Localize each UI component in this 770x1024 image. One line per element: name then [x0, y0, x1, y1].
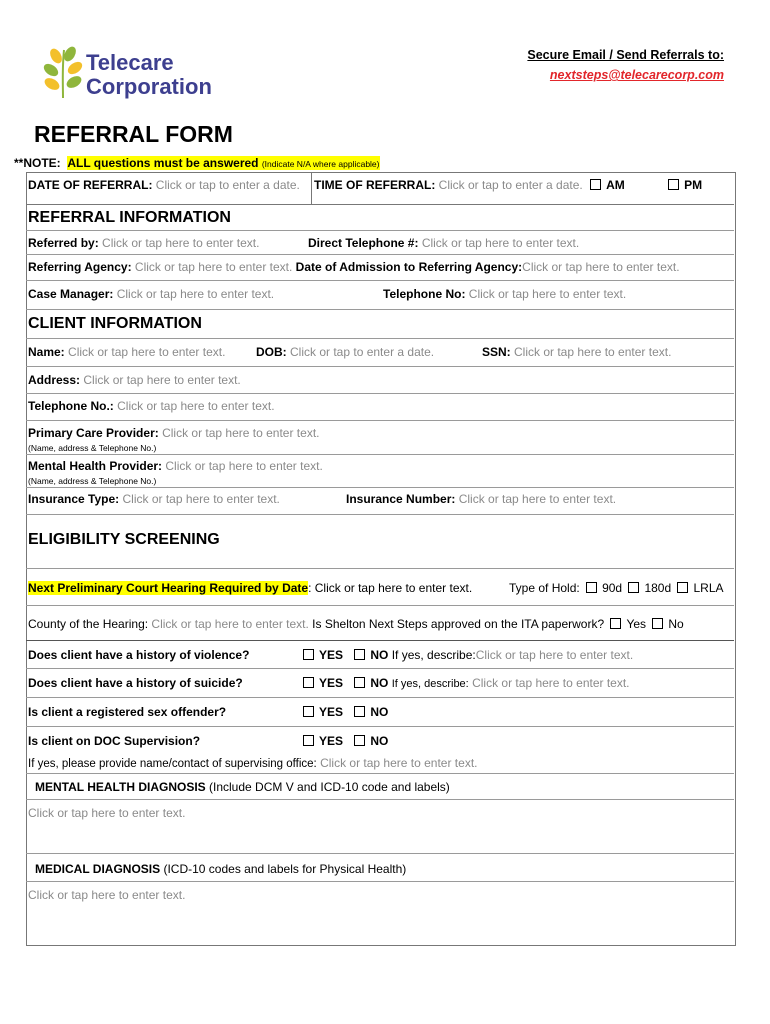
referring-agency-field[interactable]: Click or tap here to enter text.: [134, 260, 293, 274]
violence-question: Does client have a history of violence?: [28, 648, 250, 662]
county-field[interactable]: Click or tap here to enter text.: [151, 617, 309, 631]
referred-by-label: Referred by:: [28, 236, 99, 250]
mh-diagnosis-field[interactable]: Click or tap here to enter text.: [28, 806, 186, 820]
secure-email-heading: Secure Email / Send Referrals to:: [527, 48, 724, 62]
pcp-note: (Name, address & Telephone No.): [28, 443, 157, 453]
violence-no-checkbox[interactable]: [354, 649, 365, 660]
hold-180d-checkbox[interactable]: [628, 582, 639, 593]
referral-info-heading: REFERRAL INFORMATION: [28, 209, 231, 226]
pm-checkbox[interactable]: [668, 179, 679, 190]
mh-diagnosis-label: MENTAL HEALTH DIAGNOSIS: [35, 780, 206, 794]
violence-yes-checkbox[interactable]: [303, 649, 314, 660]
eligibility-heading: ELIGIBILITY SCREENING: [28, 531, 220, 548]
referring-agency-label: Referring Agency:: [28, 260, 132, 274]
logo-line-2: Corporation: [86, 74, 212, 99]
date-of-admission-label: Date of Admission to Referring Agency:: [295, 260, 523, 274]
court-hearing-label: Next Preliminary Court Hearing Required by Date: [28, 581, 309, 595]
client-telephone-label: Telephone No.:: [28, 399, 114, 413]
direct-telephone-field[interactable]: Click or tap here to enter text.: [421, 236, 580, 250]
date-time-row: [26, 172, 734, 205]
time-of-referral-field[interactable]: Click or tap to enter a date.: [438, 178, 583, 192]
mhp-field[interactable]: Click or tap here to enter text.: [165, 459, 323, 473]
shelton-yes-checkbox[interactable]: [610, 618, 621, 629]
date-of-admission-field[interactable]: Click or tap here to enter text.: [522, 260, 680, 274]
suicide-yes-checkbox[interactable]: [303, 677, 314, 688]
telephone-no-field[interactable]: Click or tap here to enter text.: [468, 287, 627, 301]
case-manager-field[interactable]: Click or tap here to enter text.: [116, 287, 275, 301]
direct-telephone-label: Direct Telephone #:: [308, 236, 419, 250]
note-line: [14, 156, 380, 170]
date-of-referral-field[interactable]: Click or tap to enter a date.: [155, 178, 300, 192]
mh-diagnosis-sub: (Include DCM V and ICD-10 code and labels): [209, 780, 450, 794]
medical-diagnosis-field[interactable]: Click or tap here to enter text.: [28, 888, 186, 902]
date-of-referral-label: DATE OF REFERRAL:: [28, 178, 153, 192]
sex-offender-question: Is client a registered sex offender?: [28, 705, 227, 719]
case-manager-label: Case Manager:: [28, 287, 114, 301]
pcp-label: Primary Care Provider:: [28, 426, 159, 440]
suicide-describe-field[interactable]: Click or tap here to enter text.: [472, 676, 630, 690]
medical-diagnosis-label: MEDICAL DIAGNOSIS: [35, 862, 161, 876]
mhp-label: Mental Health Provider:: [28, 459, 163, 473]
time-of-referral-label: TIME OF REFERRAL:: [314, 178, 436, 192]
supervising-label: If yes, please provide name/contact of supervising office:: [28, 758, 317, 770]
leaf-logo-icon: [42, 44, 84, 100]
address-field[interactable]: Click or tap here to enter text.: [83, 373, 241, 387]
doc-yes-checkbox[interactable]: [303, 735, 314, 746]
logo-line-1: Telecare: [86, 50, 174, 75]
mhp-note: (Name, address & Telephone No.): [28, 476, 157, 486]
hold-lrla-checkbox[interactable]: [677, 582, 688, 593]
dob-field[interactable]: Click or tap to enter a date.: [290, 345, 435, 359]
address-label: Address:: [28, 373, 81, 387]
insurance-type-label: Insurance Type:: [28, 492, 120, 506]
note-small: (Indicate N/A where applicable): [261, 159, 380, 169]
ssn-field[interactable]: Click or tap here to enter text.: [514, 345, 672, 359]
supervising-field[interactable]: Click or tap here to enter text.: [320, 756, 478, 770]
referred-by-field[interactable]: Click or tap here to enter text.: [102, 236, 260, 250]
client-name-label: Name:: [28, 345, 65, 359]
client-info-heading: CLIENT INFORMATION: [28, 315, 202, 332]
am-checkbox[interactable]: [590, 179, 601, 190]
court-hearing-field[interactable]: Click or tap here to enter text.: [314, 581, 473, 595]
sex-offender-no-checkbox[interactable]: [354, 706, 365, 717]
insurance-number-label: Insurance Number:: [346, 492, 456, 506]
referral-email-link[interactable]: nextsteps@telecarecorp.com: [549, 68, 724, 82]
pcp-field[interactable]: Click or tap here to enter text.: [162, 426, 320, 440]
company-logo: [42, 44, 232, 100]
sex-offender-yes-checkbox[interactable]: [303, 706, 314, 717]
client-telephone-field[interactable]: Click or tap here to enter text.: [117, 399, 275, 413]
dob-label: DOB:: [256, 345, 287, 359]
am-label: AM: [606, 178, 625, 192]
doc-no-checkbox[interactable]: [354, 735, 365, 746]
type-of-hold-label: Type of Hold:: [509, 581, 580, 595]
suicide-question: Does client have a history of suicide?: [28, 676, 243, 690]
insurance-number-field[interactable]: Click or tap here to enter text.: [458, 492, 617, 506]
suicide-no-checkbox[interactable]: [354, 677, 365, 688]
shelton-no-checkbox[interactable]: [652, 618, 663, 629]
shelton-question: Is Shelton Next Steps approved on the ITA paperwork?: [312, 617, 605, 631]
note-highlight: ALL questions must be answered: [67, 156, 259, 170]
medical-diagnosis-sub: (ICD-10 codes and labels for Physical Health): [163, 862, 407, 876]
client-name-field[interactable]: Click or tap here to enter text.: [68, 345, 226, 359]
page-title: REFERRAL FORM: [34, 121, 233, 147]
insurance-type-field[interactable]: Click or tap here to enter text.: [122, 492, 280, 506]
pm-label: PM: [684, 178, 703, 192]
note-prefix: **NOTE:: [14, 156, 61, 170]
hold-90d-checkbox[interactable]: [586, 582, 597, 593]
doc-supervision-question: Is client on DOC Supervision?: [28, 734, 201, 748]
telephone-no-label: Telephone No:: [383, 287, 466, 301]
ssn-label: SSN:: [482, 345, 511, 359]
county-label: County of the Hearing:: [28, 617, 149, 631]
violence-describe-field[interactable]: Click or tap here to enter text.: [475, 648, 634, 662]
